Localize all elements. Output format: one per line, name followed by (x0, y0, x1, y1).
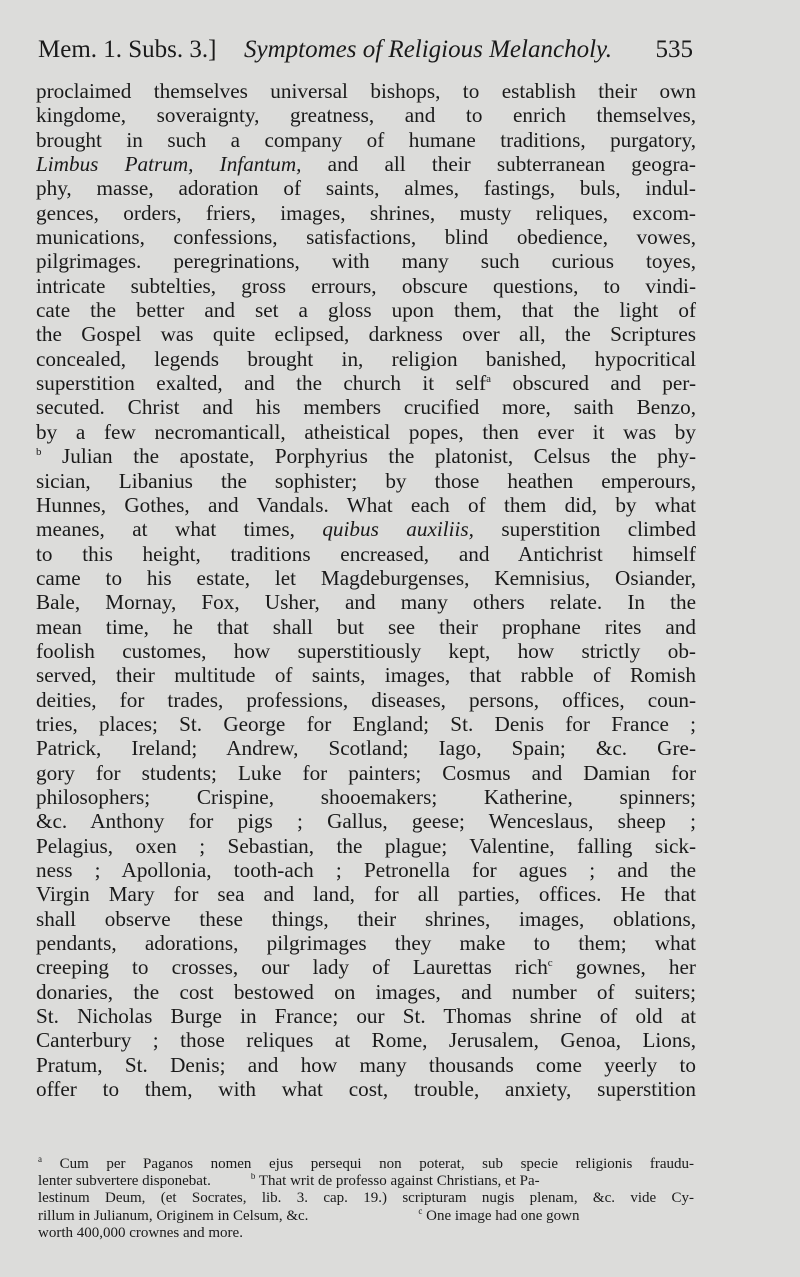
text-line (36, 201, 696, 225)
text-run: sician, Libanius the sophister; by those heathen emperours, (36, 468, 696, 493)
text-line (36, 371, 696, 395)
text-line (36, 493, 696, 517)
text-line (36, 736, 696, 760)
text-run: intricate subtelties, gross errours, obscure questions, to vindi- (36, 273, 696, 298)
text-line (36, 322, 696, 346)
text-run: Canterbury ; those reliques at Rome, Jerusalem, Genoa, Lions, (36, 1028, 696, 1053)
text-line (36, 809, 696, 833)
text-line (36, 103, 696, 127)
text-line (36, 785, 696, 809)
footnote-marker-b: b (250, 1173, 256, 1182)
text-line (36, 249, 696, 273)
text-line (36, 274, 696, 298)
text-run: gownes, her (552, 955, 696, 980)
text-run: kingdome, soveraignty, greatness, and to enrich themselves, (36, 103, 696, 128)
text-line (36, 347, 696, 371)
text-line (36, 1053, 696, 1077)
text-line (36, 225, 696, 249)
text-run: tries, places; St. George for England; St. Denis for France ; (36, 711, 696, 736)
text-run: pendants, adorations, pilgrimages they make to them; what (36, 931, 696, 956)
text-run: Pratum, St. Denis; and how many thousands come yeerly to (36, 1052, 696, 1077)
text-line (36, 712, 696, 736)
text-line (36, 152, 696, 176)
footnotes (38, 1156, 694, 1242)
text-line (36, 128, 696, 152)
text-run: Pelagius, oxen ; Sebastian, the plague; Valentine, falling sick- (36, 833, 696, 858)
text-run: offer to them, with what cost, trouble, anxiety, superstition (36, 1077, 696, 1102)
text-run: pilgrimages. peregrinations, with many such curious toyes, (36, 249, 696, 274)
text-run: brought in such a company of humane traditions, purgatory, (36, 127, 696, 152)
text-run: philosophers; Crispine, shooemakers; Katherine, spinners; (36, 784, 696, 809)
footnote-marker-a: a (38, 1156, 42, 1164)
text-line (36, 761, 696, 785)
footnote-marker-c: c (418, 1207, 423, 1216)
text-line (36, 1004, 696, 1028)
text-line (36, 663, 696, 687)
text-run: meanes, at what times, (36, 517, 323, 542)
text-line (36, 566, 696, 590)
text-run: served, their multitude of saints, images, that rabble of Romish (36, 663, 696, 688)
text-run: secuted. Christ and his members crucified more, saith Benzo, (36, 395, 696, 420)
text-run: &c. Anthony for pigs ; Gallus, geese; Wenceslaus, sheep ; (36, 809, 696, 834)
text-line (36, 639, 696, 663)
text-line (36, 907, 696, 931)
text-run: gences, orders, friers, images, shrines, musty reliques, excom- (36, 200, 696, 225)
text-run: gory for students; Luke for painters; Cosmus and Damian for (36, 760, 696, 785)
footnote-reference: c (547, 957, 553, 970)
text-line (36, 834, 696, 858)
section-reference: Mem. 1. Subs. 3.] (38, 36, 217, 63)
footnote-a-text: Cum per Paganos nomen ejus persequi non poterat, sub specie religionis fraudu- (42, 1156, 694, 1172)
text-line (36, 298, 696, 322)
text-line (36, 590, 696, 614)
text-run: shall observe these things, their shrines, images, oblations, (36, 906, 696, 931)
footnote-a-text-cont: lenter subvertere disponebat. (38, 1173, 211, 1190)
text-line (36, 395, 696, 419)
page-number: 535 (655, 36, 693, 63)
text-run: mean time, he that shall but see their prophane rites and (36, 614, 696, 639)
footnote-a-line (38, 1156, 694, 1173)
footnote-b-text-cont: rillum in Julianum, Originem in Celsum, &c. (38, 1207, 309, 1224)
text-line (36, 1028, 696, 1052)
footnote-b-line: lestinum Deum, (et Socrates, lib. 3. cap. 19.) scripturam nugis plenam, &c. vide Cy- (38, 1190, 694, 1207)
text-run: cate the better and set a gloss upon them, that the light of (36, 298, 696, 323)
text-run: obscured and per- (491, 371, 696, 396)
text-line (36, 517, 696, 541)
text-line (36, 955, 696, 979)
text-line (36, 469, 696, 493)
body-text (36, 79, 696, 1101)
text-line (36, 931, 696, 955)
text-run: and all their subterranean geogra- (301, 152, 696, 177)
text-line (36, 980, 696, 1004)
text-run: ness ; Apollonia, tooth-ach ; Petronella for agues ; and the (36, 858, 696, 882)
text-run: deities, for trades, professions, diseases, persons, offices, coun- (36, 687, 696, 712)
footnote-b-c-line (38, 1208, 694, 1225)
text-run: creeping to crosses, our lady of Laurettas rich (36, 955, 548, 980)
text-line (36, 420, 696, 444)
footnote-c-text: One image had one gown (422, 1207, 580, 1224)
text-run: to this height, traditions encreased, and Antichrist himself (36, 541, 696, 566)
footnote-reference: b (36, 446, 42, 459)
text-line (36, 176, 696, 200)
text-run: by a few necromanticall, atheistical popes, then ever it was by (36, 419, 696, 444)
text-run: Hunnes, Gothes, and Vandals. What each of them did, by what (36, 492, 696, 517)
text-line (36, 542, 696, 566)
text-line (36, 79, 696, 103)
text-run: superstition climbed (473, 517, 696, 542)
text-line (36, 1077, 696, 1101)
text-run: St. Nicholas Burge in France; our St. Thomas shrine of old at (36, 1004, 696, 1029)
text-line (36, 882, 696, 906)
text-line (36, 858, 696, 882)
text-run: foolish customes, how superstitiously kept, how strictly ob- (36, 638, 696, 663)
text-run: Bale, Mornay, Fox, Usher, and many others relate. In the (36, 590, 696, 615)
running-title: Symptomes of Religious Melancholy. (244, 36, 612, 63)
text-run: the Gospel was quite eclipsed, darkness over all, the Scriptures (36, 322, 696, 347)
text-run: proclaimed themselves universal bishops, to establish their own (36, 79, 696, 103)
text-run: donaries, the cost bestowed on images, and number of suiters; (36, 979, 696, 1004)
running-header (38, 30, 693, 70)
text-line (36, 688, 696, 712)
text-run: concealed, legends brought in, religion banished, hypocritical (36, 346, 696, 371)
text-line (36, 444, 696, 468)
italic-text: Limbus Patrum, Infantum, (36, 152, 302, 177)
text-run: came to his estate, let Magdeburgenses, Kemnisius, Osiander, (36, 565, 696, 590)
text-run: Patrick, Ireland; Andrew, Scotland; Iago, Spain; &c. Gre- (36, 736, 696, 761)
footnote-c-line: worth 400,000 crownes and more. (38, 1224, 243, 1241)
footnote-b-text: That writ de professo against Christians, et Pa- (255, 1173, 540, 1190)
text-run: superstition exalted, and the church it self (36, 371, 487, 396)
text-run: Julian the apostate, Porphyrius the platonist, Celsus the phy- (41, 444, 696, 469)
text-run: phy, masse, adoration of saints, almes, fastings, buls, indul- (36, 176, 696, 201)
footnote-reference: a (486, 373, 492, 386)
italic-text: quibus auxiliis, (322, 517, 474, 542)
text-line (36, 615, 696, 639)
text-run: Virgin Mary for sea and land, for all parties, offices. He that (36, 882, 696, 907)
text-run: munications, confessions, satisfactions, blind obedience, vowes, (36, 225, 696, 250)
footnote-a-b-line (38, 1173, 694, 1190)
